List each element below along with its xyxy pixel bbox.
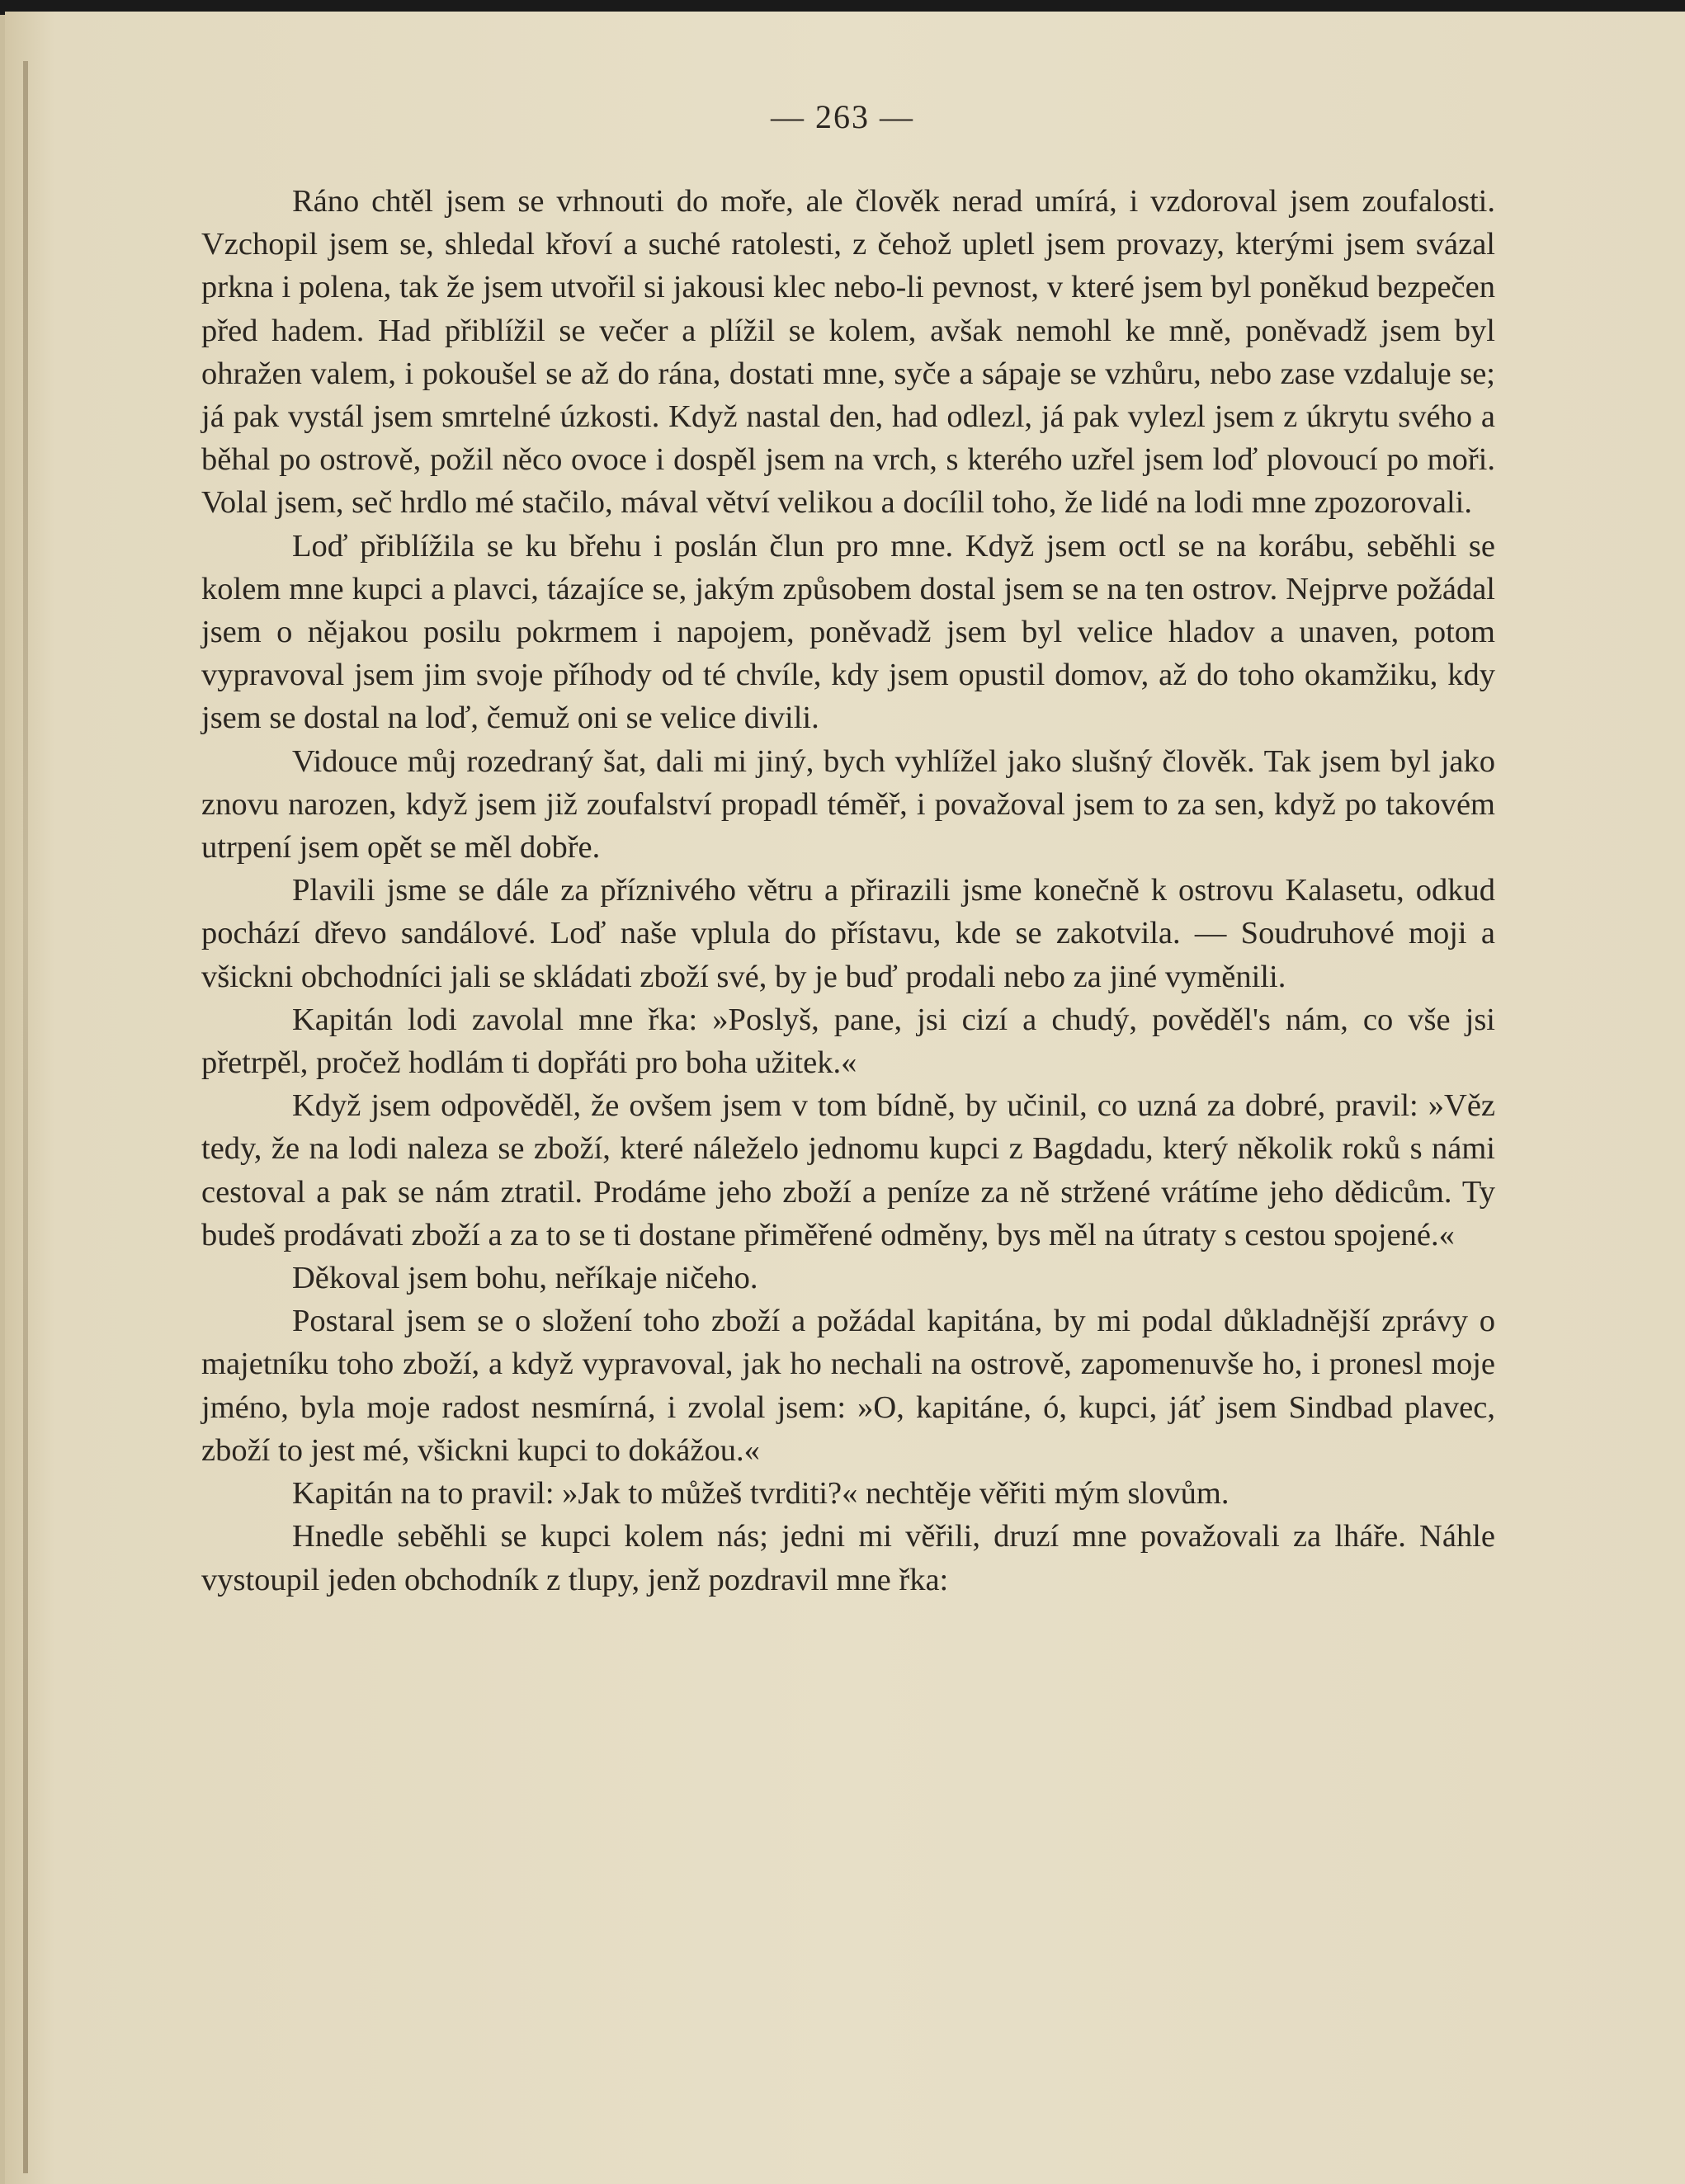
paragraph: Hnedle seběhli se kupci kolem nás; jedni mi věřili, druzí mne považovali za lháře. Náhle vystoupil jeden obchodník z tlupy, jenž pozdravil mne řka:	[201, 1519, 1495, 1597]
paragraph: Když jsem odpověděl, že ovšem jsem v tom bídně, by učinil, co uzná za dobré, pravil: »Věz tedy, že na lodi naleza se zboží, které náleželo jednomu kupci z Bagdadu, který několik roků s námi cestoval a pak se nám ztratil. Prodáme jeho zboží a peníze za ně stržené vrátíme jeho dědicům. Ty budeš prodávati zboží a za to se ti dostane přiměřené odměny, bys měl na útraty s cestou spojené.«	[201, 1088, 1495, 1252]
paragraph: Děkoval jsem bohu, neříkaje ničeho.	[292, 1261, 758, 1296]
paragraph: Loď přiblížila se ku břehu i poslán člun pro mne. Když jsem octl se na korábu, seběhli se kolem mne kupci a plavci, tázajíce se, jakým způsobem dostal jsem se na ten ostrov. Nejprve požádal jsem o nějakou posilu pokrmem i napojem, poněvadž jsem byl velice hladov a unaven, potom vypravoval jsem jim svoje příhody od té chvíle, kdy jsem opustil domov, až do toho okamžiku, kdy jsem se dostal na loď, čemuž oni se velice divili.	[201, 528, 1495, 736]
paragraph: Kapitán na to pravil: »Jak to můžeš tvrditi?« nechtěje věřiti mým slovům.	[292, 1476, 1230, 1512]
paragraph: Kapitán lodi zavolal mne řka: »Poslyš, pane, jsi cizí a chudý, pověděl's nám, co vše jsi přetrpěl, pročež hodlám ti dopřáti pro boha užitek.«	[201, 1002, 1495, 1081]
paragraph: Vidouce můj rozedraný šat, dali mi jiný, bych vyhlížel jako slušný člověk. Tak jsem byl jako znovu narozen, když jsem již zoufalství propadl téměř, i považoval jsem to za sen, když po takovém utrpení jsem opět se měl dobře.	[201, 743, 1495, 866]
body-text	[201, 180, 1495, 1601]
paragraph: Plavili jsme se dále za příznivého větru a přirazili jsme konečně k ostrovu Kalasetu, odkud pochází dřevo sandálové. Loď naše vplula do přístavu, kde se zakotvila. — Soudruhové moji a všickni obchodníci jali se skládati zboží své, by je buď prodali nebo za jiné vyměnili.	[201, 873, 1495, 994]
page-number: — 263 —	[771, 98, 914, 135]
paragraph: Postaral jsem se o složení toho zboží a požádal kapitána, by mi podal důkladnější zprávy o majetníku toho zboží, a když vypravoval, jak ho nechali na ostrově, zapomenuvše ho, i pronesl moje jméno, byla moje radost nesmírná, i zvolal jsem: »O, kapitáne, ó, kupci, jáť jsem Sindbad plavec, zboží to jest mé, všickni kupci to dokážou.«	[201, 1304, 1495, 1468]
paragraph: Ráno chtěl jsem se vrhnouti do moře, ale člověk nerad umírá, i vzdoroval jsem zoufalosti. Vzchopil jsem se, shledal křoví a suché ratolesti, z čehož upletl jsem provazy, kterými jsem svázal prkna i polena, tak že jsem utvořil si jakousi klec nebo-li pevnost, v které jsem byl poněkud bezpečen před hadem. Had přiblížil se večer a plížil se kolem, avšak nemohl ke mně, poněvadž jsem byl ohražen valem, i pokoušel se až do rána, dostati mne, syče a sápaje se vzhůru, nebo zase vzdaluje se; já pak vystál jsem smrtelné úzkosti. Když nastal den, had odlezl, já pak vylezl jsem z úkrytu svého a běhal po ostrově, požil něco ovoce i dospěl jsem na vrch, s kterého uzřel jsem loď plovoucí po moři. Volal jsem, seč hrdlo mé stačilo, mával větví velikou a docílil toho, že lidé na lodi mne zpozorovali.	[201, 184, 1495, 521]
page-gutter	[23, 61, 28, 2173]
